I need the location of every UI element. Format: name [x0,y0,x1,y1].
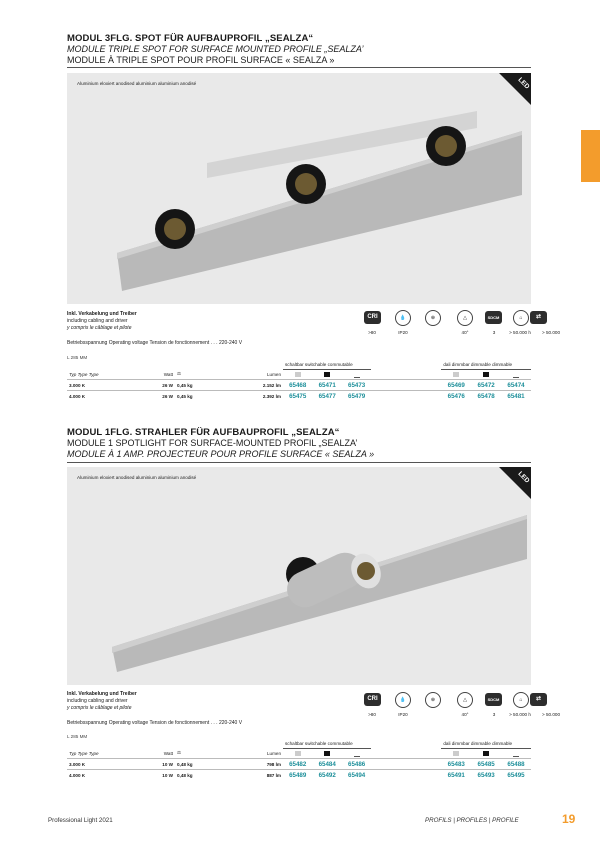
cri-icon: CRI [364,311,381,324]
product-table-1: schaltbar switchable commutable dali dimmbar dimmable dimmable Typ Type Type Watt ⚖ Lumen 3.000 K 26 W 0,45 kg 2.152 lm 65468 65471 65473 65469 65472 65474 4.000 K 26 W 0,45 kg 2.392 lm 65475 65477 65479 65476 65478 65481 [67,360,531,401]
weight-icon: ⚖ [177,750,182,756]
protection-class-icon: ⊕ [425,310,441,326]
section-tab-marker [581,130,600,182]
ip-drop-icon: 💧 [395,310,411,326]
cabling-line-fr: y compris le câblage et pilote [67,705,132,711]
table-row: 3.000 K 10 W 0,48 kg 798 lm 65482 65484 65486 65483 65485 65488 [67,759,531,770]
switch-cycles-icon: ⇄ [530,693,547,706]
section1-title-fr: MODULE À TRIPLE SPOT POUR PROFIL SURFACE « SEALZA » [67,55,335,65]
voltage-label: Betriebsspannung Operating voltage Tension de fonctionnement . . . 220-240 V [67,720,243,726]
cabling-line-fr: y compris le câblage et pilote [67,325,132,331]
lifetime-icon: ⌂ [513,310,529,326]
length-label: L 285 MM [67,355,88,360]
section1-title-de: MODUL 3FLG. SPOT FÜR AUFBAUPROFIL „SEALZA“ [67,33,314,44]
product-photo-single-spot: Aluminium eloxiert anodised aluminium aluminium anodisé LED [67,467,531,685]
section1-title-en: MODULE TRIPLE SPOT FOR SURFACE MOUNTED PROFILE „SEALZA’ [67,44,364,54]
section2-title-fr: MODULE À 1 AMP. PROJECTEUR POUR PROFILE SURFACE « SEALZA » [67,449,375,459]
table-row: 3.000 K 26 W 0,45 kg 2.152 lm 65468 65471 65473 65469 65472 65474 [67,380,531,391]
section2-title-en: MODULE 1 SPOTLIGHT FOR SURFACE-MOUNTED PROFIL „SEALZA’ [67,438,358,448]
cabling-line-en: including cabling and driver [67,698,128,704]
cri-icon: CRI [364,693,381,706]
material-caption: Aluminium eloxiert anodised aluminium aluminium anodisé [77,475,197,480]
protection-class-icon: ⊕ [425,692,441,708]
weight-icon: ⚖ [177,371,182,377]
lifetime-icon: ⌂ [513,692,529,708]
sdcm-icon: SDCM [485,693,502,706]
length-label: L 285 MM [67,734,88,739]
product-photo-triple-spot: Aluminium eloxiert anodised aluminium aluminium anodisé LED [67,73,531,304]
voltage-label: Betriebsspannung Operating voltage Tension de fonctionnement . . . 220-240 V [67,340,243,346]
table-row: 4.000 K 26 W 0,45 kg 2.392 lm 65475 65477 65479 65476 65478 65481 [67,391,531,402]
table-row: 4.000 K 10 W 0,48 kg 887 lm 65489 65492 65494 65491 65493 65495 [67,770,531,781]
footer-publication: Professional Light 2021 [48,817,113,824]
cabling-line-en: including cabling and driver [67,318,128,324]
switch-cycles-icon: ⇄ [530,311,547,324]
material-caption: Aluminium eloxiert anodised aluminium aluminium anodisé [77,81,197,86]
triple-spot-illustration [67,73,531,304]
cabling-line-de: Inkl. Verkabelung und Treiber [67,691,137,697]
page-number: 19 [562,812,576,826]
ip-drop-icon: 💧 [395,692,411,708]
product-table-2: schaltbar switchable commutable dali dimmbar dimmable dimmable Typ Type Type Watt ⚖ Lumen 3.000 K 10 W 0,48 kg 798 lm 65482 65484 65486 65483 65485 65488 4.000 K 10 W 0,48 kg 887 lm 65489 65492 65494 65491 65493 65495 [67,739,531,780]
section2-title-de: MODUL 1FLG. STRAHLER FÜR AUFBAUPROFIL „SEALZA“ [67,427,340,438]
beam-angle-icon: △ [457,692,473,708]
cabling-line-de: Inkl. Verkabelung und Treiber [67,311,137,317]
single-spot-illustration [67,467,531,685]
beam-angle-icon: △ [457,310,473,326]
sdcm-icon: SDCM [485,311,502,324]
footer-category: PROFILS | PROFILES | PROFILE [425,817,519,824]
